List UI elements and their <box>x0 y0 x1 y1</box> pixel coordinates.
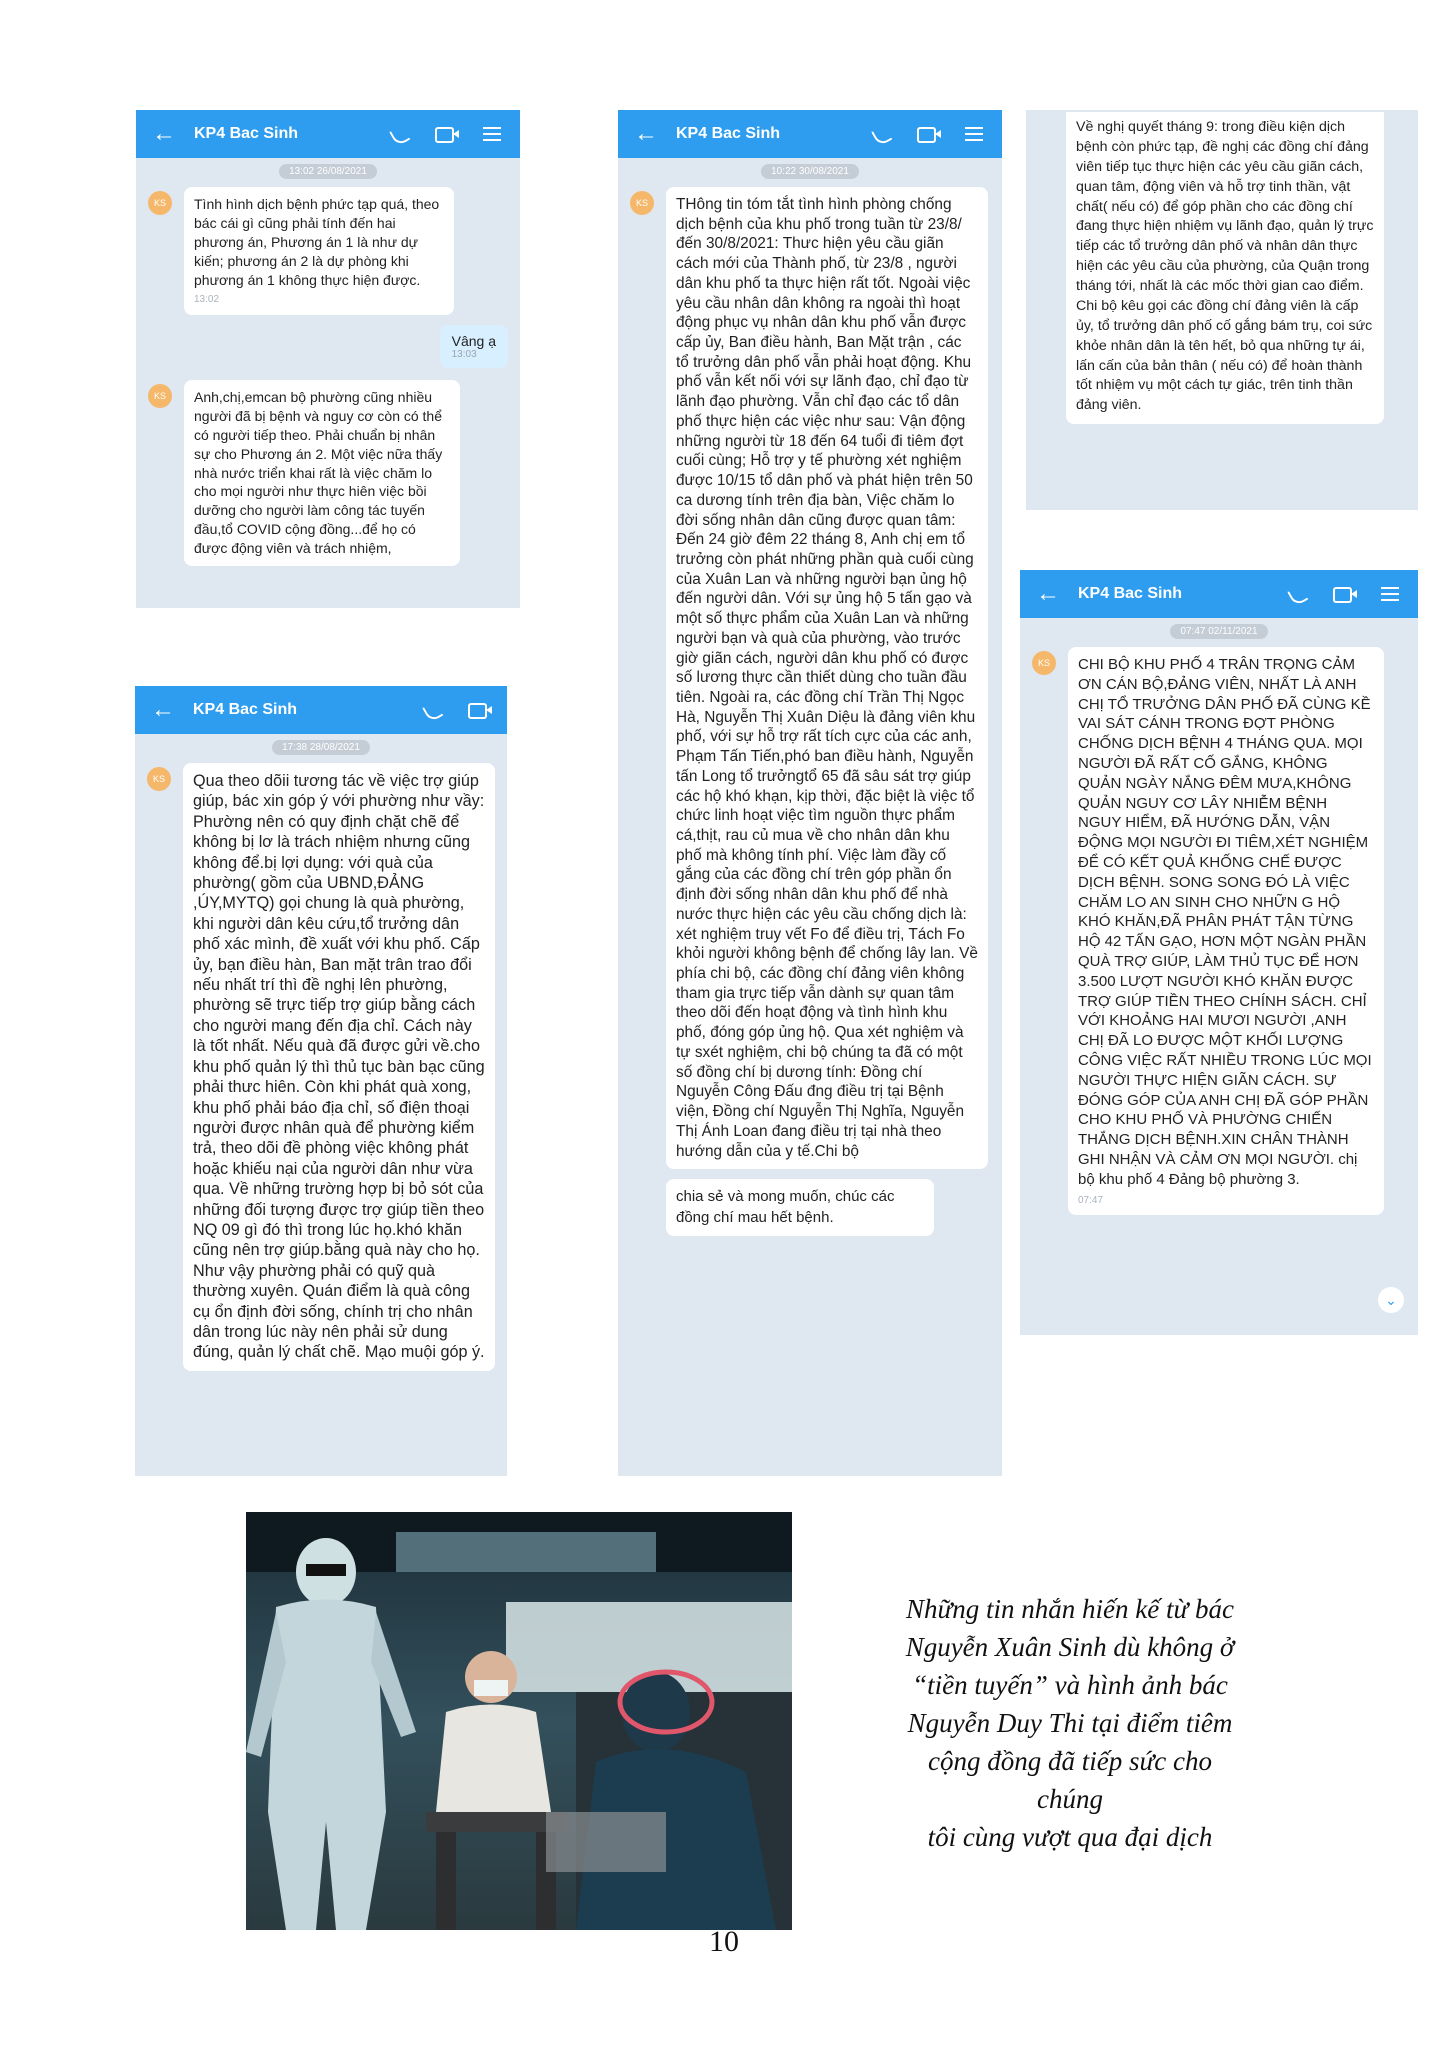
avatar: KS <box>148 191 172 215</box>
photo-caption <box>900 1590 1240 1856</box>
back-arrow-icon[interactable]: ← <box>152 120 176 147</box>
message-row <box>618 187 1002 1169</box>
reply-time: 13:03 <box>451 348 477 360</box>
chat-header <box>618 110 1002 158</box>
back-arrow-icon[interactable]: ← <box>634 120 658 147</box>
scroll-down-icon[interactable]: ⌄ <box>1378 1287 1404 1313</box>
phone-icon[interactable] <box>388 124 412 144</box>
message-text: chia sẻ và mong muốn, chúc các đồng chí mau hết bệnh. <box>676 1188 895 1226</box>
chat-title: KP4 Bac Sinh <box>676 125 781 142</box>
message-time: 13:02 <box>194 294 220 306</box>
menu-icon[interactable] <box>1378 584 1402 604</box>
chat-title: KP4 Bac Sinh <box>193 701 298 718</box>
message-row <box>1026 112 1418 424</box>
date-stamp: 17:38 28/08/2021 <box>272 740 370 755</box>
message-bubble <box>184 187 454 315</box>
message-text: Qua theo dõii tương tác về việc trợ giúp giúp, bác xin góp ý với phường như vầy: Phường nên có quy định chặt chẽ để không bị lơ là trách nhiệm nhưng cũng không để.bị lợi dụng: với quà của phường( gồm của UBND,ĐẢNG ,ÚY,MYTQ) gọi chung là quà phường, khi người dân kêu cứu,tổ trưởng dân phố xác mình, đề xuất với khu phố. Cấp ủy, bạn điều hàn, Ban mặt trân trao đổi nếu nhất trí thì đề nghị lên phường, phường sẽ trực tiếp trợ giúp bằng cách cho người mang đến địa chỉ. Cách này là tốt nhất. Nếu quà đã được gửi về.cho khu phố quản lý thì thủ tục bàn bạc cũng phải thưc hiên. Còn khi phát quà xong, khu phố phải báo địa chỉ, số điện thoại người được nhân quà để phường kiểm trả, theo dõi đề phòng việc không phát hoặc khiếu nại của người dân như vừa qua. Về những trường hợp bị bỏ sót của những đối tượng được trợ giúp tiền theo NQ 09 gì đó thì trong lúc họ.khó khăn cũng nên trợ giúp.bằng quà này cho họ. Như vậy phường phải có quỹ quà thường xuyên. Quán điểm là quà công cụ ổn định đời sống, chính trị cho nhân dân trong lúc này nên phải sử dung đúng, quản lý chất chẽ. Mạo muội góp ý. <box>193 772 485 1362</box>
menu-icon[interactable] <box>962 124 986 144</box>
photo-illustration <box>246 1512 792 1930</box>
message-text: Về nghị quyết tháng 9: trong điều kiện dịch bệnh còn phức tạp, đề nghị các đồng chí đảng viên tiếp tục thực hiện các yêu cầu giãn cách, quan tâm, động viên và hỗ trợ tinh thần, vật chất( nếu có) để góp phần cho các đồng chí đang thực hiện nhiệm vụ lãnh đạo, quản lý trực tiếp các tổ trưởng dân phố và nhân dân thực hiện các yêu cầu của phường, của Quận trong tháng tới, nhất là các mốc thời gian cao điểm. Chi bộ kêu gọi các đồng chí đảng viên là cấp ủy, tổ trưởng dân phố cố gắng bám trụ, coi sức khỏe nhân dân là tên hết, bỏ qua những tự ái, lấn cấn của bản thân ( nếu có) để hoàn thành tốt nhiệm vụ một cách tự giác, trên tinh thần đảng viên. <box>1076 119 1374 414</box>
video-call-icon[interactable] <box>1332 584 1356 604</box>
caption-line: Nguyễn Xuân Sinh dù không ở <box>905 1632 1235 1662</box>
video-call-icon[interactable] <box>434 124 458 144</box>
chat-screenshot-3 <box>618 110 1002 1476</box>
phone-icon[interactable] <box>1286 584 1310 604</box>
reply-text: Vâng ạ <box>451 332 496 349</box>
message-time: 07:47 <box>1078 1194 1104 1206</box>
avatar: KS <box>1032 651 1056 675</box>
caption-line: “tiền tuyến” và hình ảnh bác <box>912 1670 1228 1700</box>
vaccination-photo <box>246 1512 792 1930</box>
avatar: KS <box>630 191 654 215</box>
message-bubble <box>1066 112 1384 424</box>
message-bubble <box>666 1179 934 1236</box>
message-text: THông tin tóm tắt tình hình phòng chống dịch bệnh của khu phố trong tuần từ 23/8/đến 30/8/2021: Thưc hiện yêu cầu giãn cách mới của Thành phố, từ 23/8 , người dân khu phố ta thực hiện rất tốt. Ngoài việc yêu cầu nhân dân không ra ngoài thì hoạt động phục vụ nhân dân khu phố vẫn được cấp ủy, Ban điều hành, Ban Mặt trận , các tổ trưởng dân phố vẫn phải hoạt động. Khu phố vẫn kết nối với sự lãnh đạo, chỉ đạo từ lãnh đạo phường. Vẫn chỉ đạo các tổ dân phố thực hiện các việc như sau: Vận động những người từ 18 đến 64 tuổi đi tiêm đợt cuối cùng; Hỗ trợ y tế phường xét nghiệm được 10/15 tổ dân phố và phát hiện trên 50 ca dương tính trên địa bàn, Việc chăm lo đời sống nhân dân cũng được quan tâm: Đến 24 giờ đêm 22 tháng 8, Anh chị em tổ trưởng còn phát những phần quà cuối cùng của Xuân Lan và những người bạn ủng hộ đến người dân. Với sự ủng hộ 5 tấn gạo và một số thực phẩm của Xuân Lan và những người bạn và quà của phường, vào trước giờ giãn cách, người dân khu phố có được số lương thực cần thiết dùng cho tuần đầu tiên. Ngoài ra, các đồng chí Trần Thị Ngọc Hà, Nguyễn Thị Xuân Diệu là đảng viên khu phố, với sự hỗ trợ rất tích cực của các anh, Phạm Tấn Tiến,phó ban điều hành, Nguyễn tấn Long tổ trưởngtổ 65 đã sâu sát trợ giúp các hộ khó khạn, kịp thời, đặc biệt là việc tổ chức linh hoạt việc tìm nguồn thực phẩm cá,thịt, rau củ mua về cho nhân dân khu phố mà không tính phí. Việc làm đầy cố gắng của các đồng chí trên góp phần ổn định đời sống nhân dân khu phố để nhà nước thực hiện các yêu cầu chống dịch là: xét nghiệm truy vết Fo để điều trị, Tách Fo khỏi người không bệnh để chống lây lan. Về phía chi bộ, các đồng chí đảng viên không tham gia trực tiếp vẫn dành sự quan tâm theo dõi đến hoạt động và tình hình khu phố, đóng góp ủng hộ. Qua xét nghiệm và tự sxét nghiệm, chi bộ chúng ta đã có một số đồng chí bị dương tính: Đồng chí Nguyễn Công Đấu đng điều trị tại Bệnh viện, Đồng chí Nguyễn Thị Nghĩa, Nguyễn Thị Ánh Loan đang điều trị tại nhà theo hướng dẫn của y tế.Chi bộ <box>676 196 978 1160</box>
chat-screenshot-1 <box>136 110 520 608</box>
message-bubble <box>184 380 460 566</box>
caption-line: tôi cùng vượt qua đại dịch <box>927 1822 1213 1852</box>
back-arrow-icon[interactable]: ← <box>1036 580 1060 607</box>
chat-title: KP4 Bac Sinh <box>1078 585 1183 602</box>
message-row <box>136 380 520 566</box>
chat-header <box>136 110 520 158</box>
chat-screenshot-2 <box>135 686 507 1476</box>
menu-icon[interactable] <box>480 124 504 144</box>
message-text: Tình hình dịch bệnh phức tạp quá, theo bác cái gì cũng phải tính đến hai phương án, Phương án 1 là như dự kiến; phương án 2 là dự phòng khi phương án 1 không thực hiện được. <box>194 196 440 288</box>
message-text: CHI BỘ KHU PHỐ 4 TRÂN TRỌNG CẢM ƠN CÁN BỘ,ĐẢNG VIÊN, NHẤT LÀ ANH CHỊ TỔ TRƯỞNG DÂN PHỐ ĐÃ CÙNG KỀ VAI SÁT CÁNH TRONG ĐỢT PHÒNG CHỐNG DỊCH BỆNH 4 THÁNG QUA. MỌI NGƯỜI ĐÃ RẤT CỐ GẮNG, KHÔNG QUẢN NGÀY NẮNG ĐÊM MƯA,KHÔNG QUẢN NGUY CƠ LÂY NHIỄM BỆNH NGUY HIỂM, ĐÃ HƯỚNG DẪN, VẬN ĐỘNG MỌI NGƯỜI ĐI TIÊM,XÉT NGHIỆM ĐỂ CÓ KẾT QUẢ KHỐNG CHẾ ĐƯỢC DỊCH BỆNH. SONG SONG ĐÓ LÀ VIỆC CHĂM LO AN SINH CHO NHỮN G HỘ KHÓ KHĂN,ĐÃ PHÂN PHÁT TẬN TỪNG HỘ 42 TẤN GẠO, HƠN MỘT NGÀN PHẦN QUÀ TRỢ GIÚP, LÀM THỦ TỤC ĐỂ HƠN 3.500 LƯỢT NGƯỜI KHÓ KHĂN ĐƯỢC TRỢ GIÚP TIỀN THEO CHÍNH SÁCH. CHỈ VỚI KHOẢNG HAI MƯƠI NGƯỜI ,ANH CHỊ ĐÃ LO ĐƯỢC MỘT KHỐI LƯỢNG CÔNG VIỆC RẤT NHIỀU TRONG LÚC MỌI NGƯỜI THỰC HIỆN GIÃN CÁCH. SỰ ĐÓNG GÓP CỦA ANH CHỊ ĐÃ GÓP PHẦN CHO KHU PHỐ VÀ PHƯỜNG CHIẾN THẮNG DỊCH BỆNH.XIN CHÂN THÀNH GHI NHẬN VÀ CẢM ƠN MỌI NGƯỜI. chị bộ khu phố 4 Đảng bộ phường 3. <box>1078 656 1372 1188</box>
reply-bubble <box>440 325 508 368</box>
message-row <box>135 763 507 1371</box>
chat-header <box>1020 570 1418 618</box>
message-text: Anh,chị,emcan bộ phường cũng nhiều người đã bị bệnh và nguy cơ còn có thể có người tiếp theo. Phải chuẩn bị nhân sự cho Phương án 2. Một việc nữa thấy nhà nước triển khai rất là việc chăm lo cho mọi người như thực hiên việc bồi dưỡng cho người làm công tác tuyến đầu,tổ COVID cộng đồng...để họ có được động viên và trách nhiệm, <box>194 388 443 557</box>
phone-icon[interactable] <box>421 700 445 720</box>
message-bubble <box>183 763 495 1371</box>
caption-line: cộng đồng đã tiếp sức cho chúng <box>928 1746 1212 1814</box>
avatar: KS <box>147 767 171 791</box>
phone-icon[interactable] <box>870 124 894 144</box>
chat-screenshot-5 <box>1020 570 1418 1335</box>
date-stamp: 13:02 26/08/2021 <box>279 164 377 179</box>
avatar: KS <box>148 384 172 408</box>
message-bubble <box>666 187 988 1169</box>
page-number: 10 <box>709 1925 739 1958</box>
date-stamp: 07:47 02/11/2021 <box>1170 624 1267 639</box>
video-call-icon[interactable] <box>467 700 491 720</box>
caption-line: Nguyễn Duy Thi tại điểm tiêm <box>907 1708 1233 1738</box>
message-row <box>136 187 520 315</box>
back-arrow-icon[interactable]: ← <box>151 696 175 723</box>
chat-title: KP4 Bac Sinh <box>194 125 299 142</box>
message-row <box>1020 647 1418 1215</box>
message-row <box>618 1179 1002 1236</box>
message-bubble <box>1068 647 1384 1215</box>
chat-header <box>135 686 507 734</box>
chat-screenshot-4 <box>1026 110 1418 510</box>
date-stamp: 10:22 30/08/2021 <box>761 164 859 179</box>
caption-line: Những tin nhắn hiến kế từ bác <box>906 1594 1234 1624</box>
video-call-icon[interactable] <box>916 124 940 144</box>
